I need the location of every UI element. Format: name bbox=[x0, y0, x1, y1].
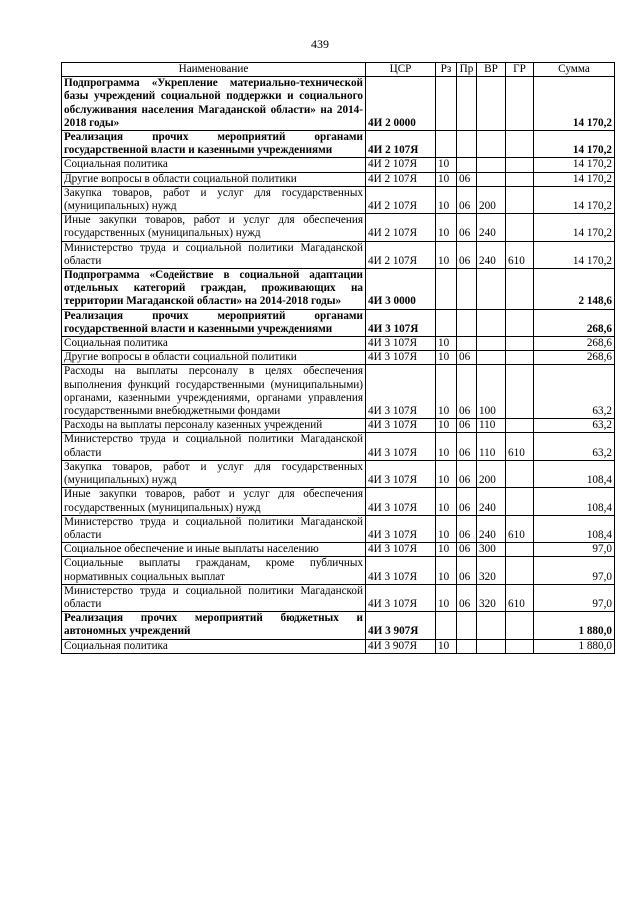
row-pr: 06 bbox=[457, 241, 477, 268]
row-gr: 610 bbox=[506, 584, 534, 611]
row-sum: 2 148,6 bbox=[534, 269, 615, 310]
row-rz: 10 bbox=[436, 419, 457, 433]
row-vr bbox=[477, 131, 506, 158]
row-csr: 4И 2 107Я bbox=[366, 241, 436, 268]
table-row bbox=[62, 419, 615, 433]
row-sum: 108,4 bbox=[534, 515, 615, 542]
row-pr bbox=[457, 77, 477, 131]
row-name: Подпрограмма «Содействие в социальной адаптации отдельных категорий граждан, проживающих на территории Магаданской области» на 2014-2018 годы» bbox=[62, 269, 366, 310]
row-vr: 110 bbox=[477, 419, 506, 433]
row-sum: 1 880,0 bbox=[534, 639, 615, 653]
row-name: Реализация прочих мероприятий бюджетных и автономных учреждений bbox=[62, 612, 366, 639]
row-sum: 97,0 bbox=[534, 557, 615, 584]
row-rz bbox=[436, 612, 457, 639]
row-vr bbox=[477, 612, 506, 639]
table-row bbox=[62, 131, 615, 158]
row-csr: 4И 2 107Я bbox=[366, 214, 436, 241]
row-vr bbox=[477, 158, 506, 172]
row-vr: 240 bbox=[477, 488, 506, 515]
row-rz: 10 bbox=[436, 241, 457, 268]
row-gr bbox=[506, 214, 534, 241]
table-row bbox=[62, 488, 615, 515]
row-vr: 200 bbox=[477, 460, 506, 487]
row-pr bbox=[457, 131, 477, 158]
row-csr: 4И 3 107Я bbox=[366, 351, 436, 365]
row-name: Другие вопросы в области социальной политики bbox=[62, 351, 366, 365]
row-csr: 4И 2 107Я bbox=[366, 158, 436, 172]
row-gr bbox=[506, 543, 534, 557]
row-sum: 97,0 bbox=[534, 584, 615, 611]
row-vr: 100 bbox=[477, 365, 506, 419]
row-pr bbox=[457, 158, 477, 172]
row-vr: 240 bbox=[477, 241, 506, 268]
row-sum: 63,2 bbox=[534, 433, 615, 460]
row-sum: 268,6 bbox=[534, 309, 615, 336]
row-gr bbox=[506, 351, 534, 365]
row-sum: 14 170,2 bbox=[534, 241, 615, 268]
row-pr bbox=[457, 269, 477, 310]
row-pr bbox=[457, 309, 477, 336]
table-row bbox=[62, 214, 615, 241]
row-gr bbox=[506, 158, 534, 172]
row-csr: 4И 3 107Я bbox=[366, 584, 436, 611]
row-sum: 63,2 bbox=[534, 419, 615, 433]
row-name: Реализация прочих мероприятий органами государственной власти и казенными учреждениями bbox=[62, 131, 366, 158]
row-pr: 06 bbox=[457, 351, 477, 365]
row-name: Социальная политика bbox=[62, 639, 366, 653]
row-gr bbox=[506, 131, 534, 158]
row-pr: 06 bbox=[457, 365, 477, 419]
row-sum: 14 170,2 bbox=[534, 172, 615, 186]
row-vr bbox=[477, 172, 506, 186]
row-rz bbox=[436, 77, 457, 131]
row-vr bbox=[477, 77, 506, 131]
row-name: Закупка товаров, работ и услуг для государственных (муниципальных) нужд bbox=[62, 186, 366, 213]
row-gr: 610 bbox=[506, 433, 534, 460]
row-gr: 610 bbox=[506, 241, 534, 268]
row-name: Социальная политика bbox=[62, 337, 366, 351]
row-vr: 240 bbox=[477, 515, 506, 542]
row-gr bbox=[506, 419, 534, 433]
row-gr bbox=[506, 365, 534, 419]
row-pr: 06 bbox=[457, 515, 477, 542]
row-gr bbox=[506, 172, 534, 186]
row-name: Социальная политика bbox=[62, 158, 366, 172]
row-name: Подпрограмма «Укрепление материально-технической базы учреждений социальной поддержки и социального обслуживания населения Магаданской области» на 2014-2018 годы» bbox=[62, 77, 366, 131]
row-sum: 108,4 bbox=[534, 460, 615, 487]
row-rz: 10 bbox=[436, 351, 457, 365]
row-pr: 06 bbox=[457, 419, 477, 433]
row-sum: 108,4 bbox=[534, 488, 615, 515]
table-row bbox=[62, 612, 615, 639]
row-rz: 10 bbox=[436, 172, 457, 186]
row-sum: 14 170,2 bbox=[534, 214, 615, 241]
row-rz: 10 bbox=[436, 460, 457, 487]
table-row bbox=[62, 584, 615, 611]
row-csr: 4И 2 0000 bbox=[366, 77, 436, 131]
table-row bbox=[62, 241, 615, 268]
header-csr: ЦСР bbox=[366, 63, 436, 77]
row-vr bbox=[477, 269, 506, 310]
row-csr: 4И 3 907Я bbox=[366, 612, 436, 639]
row-gr bbox=[506, 639, 534, 653]
row-vr bbox=[477, 337, 506, 351]
row-gr bbox=[506, 612, 534, 639]
table-row bbox=[62, 460, 615, 487]
row-pr: 06 bbox=[457, 172, 477, 186]
row-name: Министерство труда и социальной политики Магаданской области bbox=[62, 584, 366, 611]
header-rz: Рз bbox=[436, 63, 457, 77]
row-gr bbox=[506, 269, 534, 310]
table-row bbox=[62, 186, 615, 213]
row-gr: 610 bbox=[506, 515, 534, 542]
header-pr: Пр bbox=[457, 63, 477, 77]
row-gr bbox=[506, 309, 534, 336]
row-vr: 300 bbox=[477, 543, 506, 557]
row-pr: 06 bbox=[457, 460, 477, 487]
table-row bbox=[62, 158, 615, 172]
row-sum: 268,6 bbox=[534, 351, 615, 365]
row-pr: 06 bbox=[457, 214, 477, 241]
row-name: Иные закупки товаров, работ и услуг для обеспечения государственных (муниципальных) нужд bbox=[62, 488, 366, 515]
row-pr: 06 bbox=[457, 543, 477, 557]
header-name: Наименование bbox=[62, 63, 366, 77]
row-pr: 06 bbox=[457, 557, 477, 584]
row-rz bbox=[436, 309, 457, 336]
row-rz: 10 bbox=[436, 158, 457, 172]
row-name: Расходы на выплаты персоналу в целях обеспечения выполнения функций государственными (муниципальными) органами, казенными учреждениями, органами управления государственными внебюджетными фондами bbox=[62, 365, 366, 419]
table-row bbox=[62, 543, 615, 557]
row-vr bbox=[477, 639, 506, 653]
row-csr: 4И 3 107Я bbox=[366, 433, 436, 460]
row-rz: 10 bbox=[436, 543, 457, 557]
row-csr: 4И 3 107Я bbox=[366, 309, 436, 336]
row-pr: 06 bbox=[457, 186, 477, 213]
table-row bbox=[62, 172, 615, 186]
row-csr: 4И 3 107Я bbox=[366, 460, 436, 487]
row-vr: 200 bbox=[477, 186, 506, 213]
row-csr: 4И 3 907Я bbox=[366, 639, 436, 653]
row-csr: 4И 3 107Я bbox=[366, 419, 436, 433]
row-sum: 63,2 bbox=[534, 365, 615, 419]
row-sum: 268,6 bbox=[534, 337, 615, 351]
row-vr: 240 bbox=[477, 214, 506, 241]
row-vr bbox=[477, 351, 506, 365]
row-vr bbox=[477, 309, 506, 336]
row-name: Реализация прочих мероприятий органами государственной власти и казенными учреждениями bbox=[62, 309, 366, 336]
row-csr: 4И 3 107Я bbox=[366, 488, 436, 515]
table-row bbox=[62, 309, 615, 336]
row-rz: 10 bbox=[436, 337, 457, 351]
row-pr: 06 bbox=[457, 488, 477, 515]
row-vr: 320 bbox=[477, 584, 506, 611]
row-pr bbox=[457, 612, 477, 639]
row-csr: 4И 3 0000 bbox=[366, 269, 436, 310]
table-row bbox=[62, 365, 615, 419]
row-gr bbox=[506, 488, 534, 515]
page-number: 439 bbox=[311, 37, 329, 51]
row-name: Другие вопросы в области социальной политики bbox=[62, 172, 366, 186]
row-rz: 10 bbox=[436, 639, 457, 653]
row-rz: 10 bbox=[436, 186, 457, 213]
row-name: Социальные выплаты гражданам, кроме публичных нормативных социальных выплат bbox=[62, 557, 366, 584]
row-csr: 4И 2 107Я bbox=[366, 131, 436, 158]
table-row bbox=[62, 639, 615, 653]
row-rz: 10 bbox=[436, 557, 457, 584]
row-name: Иные закупки товаров, работ и услуг для обеспечения государственных (муниципальных) нужд bbox=[62, 214, 366, 241]
table-row bbox=[62, 515, 615, 542]
row-pr: 06 bbox=[457, 433, 477, 460]
table-row bbox=[62, 433, 615, 460]
row-csr: 4И 3 107Я bbox=[366, 557, 436, 584]
table-header-row bbox=[62, 63, 615, 77]
row-rz: 10 bbox=[436, 214, 457, 241]
table-row bbox=[62, 77, 615, 131]
row-sum: 14 170,2 bbox=[534, 186, 615, 213]
row-csr: 4И 3 107Я bbox=[366, 543, 436, 557]
row-pr: 06 bbox=[457, 584, 477, 611]
table-row bbox=[62, 351, 615, 365]
row-rz: 10 bbox=[436, 515, 457, 542]
row-sum: 14 170,2 bbox=[534, 131, 615, 158]
table-row bbox=[62, 557, 615, 584]
row-name: Закупка товаров, работ и услуг для государственных (муниципальных) нужд bbox=[62, 460, 366, 487]
row-sum: 14 170,2 bbox=[534, 158, 615, 172]
row-sum: 14 170,2 bbox=[534, 77, 615, 131]
table-row bbox=[62, 269, 615, 310]
row-rz: 10 bbox=[436, 584, 457, 611]
row-vr: 320 bbox=[477, 557, 506, 584]
row-csr: 4И 3 107Я bbox=[366, 515, 436, 542]
table-row bbox=[62, 337, 615, 351]
row-pr bbox=[457, 337, 477, 351]
row-csr: 4И 3 107Я bbox=[366, 365, 436, 419]
row-gr bbox=[506, 337, 534, 351]
row-name: Расходы на выплаты персоналу казенных учреждений bbox=[62, 419, 366, 433]
row-name: Министерство труда и социальной политики Магаданской области bbox=[62, 515, 366, 542]
row-gr bbox=[506, 460, 534, 487]
row-csr: 4И 2 107Я bbox=[366, 186, 436, 213]
row-sum: 97,0 bbox=[534, 543, 615, 557]
row-vr: 110 bbox=[477, 433, 506, 460]
row-name: Министерство труда и социальной политики Магаданской области bbox=[62, 241, 366, 268]
row-name: Социальное обеспечение и иные выплаты населению bbox=[62, 543, 366, 557]
row-rz: 10 bbox=[436, 433, 457, 460]
row-rz: 10 bbox=[436, 365, 457, 419]
row-rz: 10 bbox=[436, 488, 457, 515]
row-csr: 4И 2 107Я bbox=[366, 172, 436, 186]
row-gr bbox=[506, 557, 534, 584]
header-sum: Сумма bbox=[534, 63, 615, 77]
row-pr bbox=[457, 639, 477, 653]
budget-table bbox=[61, 62, 615, 654]
row-gr bbox=[506, 77, 534, 131]
row-csr: 4И 3 107Я bbox=[366, 337, 436, 351]
row-sum: 1 880,0 bbox=[534, 612, 615, 639]
row-rz bbox=[436, 131, 457, 158]
row-rz bbox=[436, 269, 457, 310]
header-vr: ВР bbox=[477, 63, 506, 77]
header-gr: ГР bbox=[506, 63, 534, 77]
row-name: Министерство труда и социальной политики Магаданской области bbox=[62, 433, 366, 460]
row-gr bbox=[506, 186, 534, 213]
